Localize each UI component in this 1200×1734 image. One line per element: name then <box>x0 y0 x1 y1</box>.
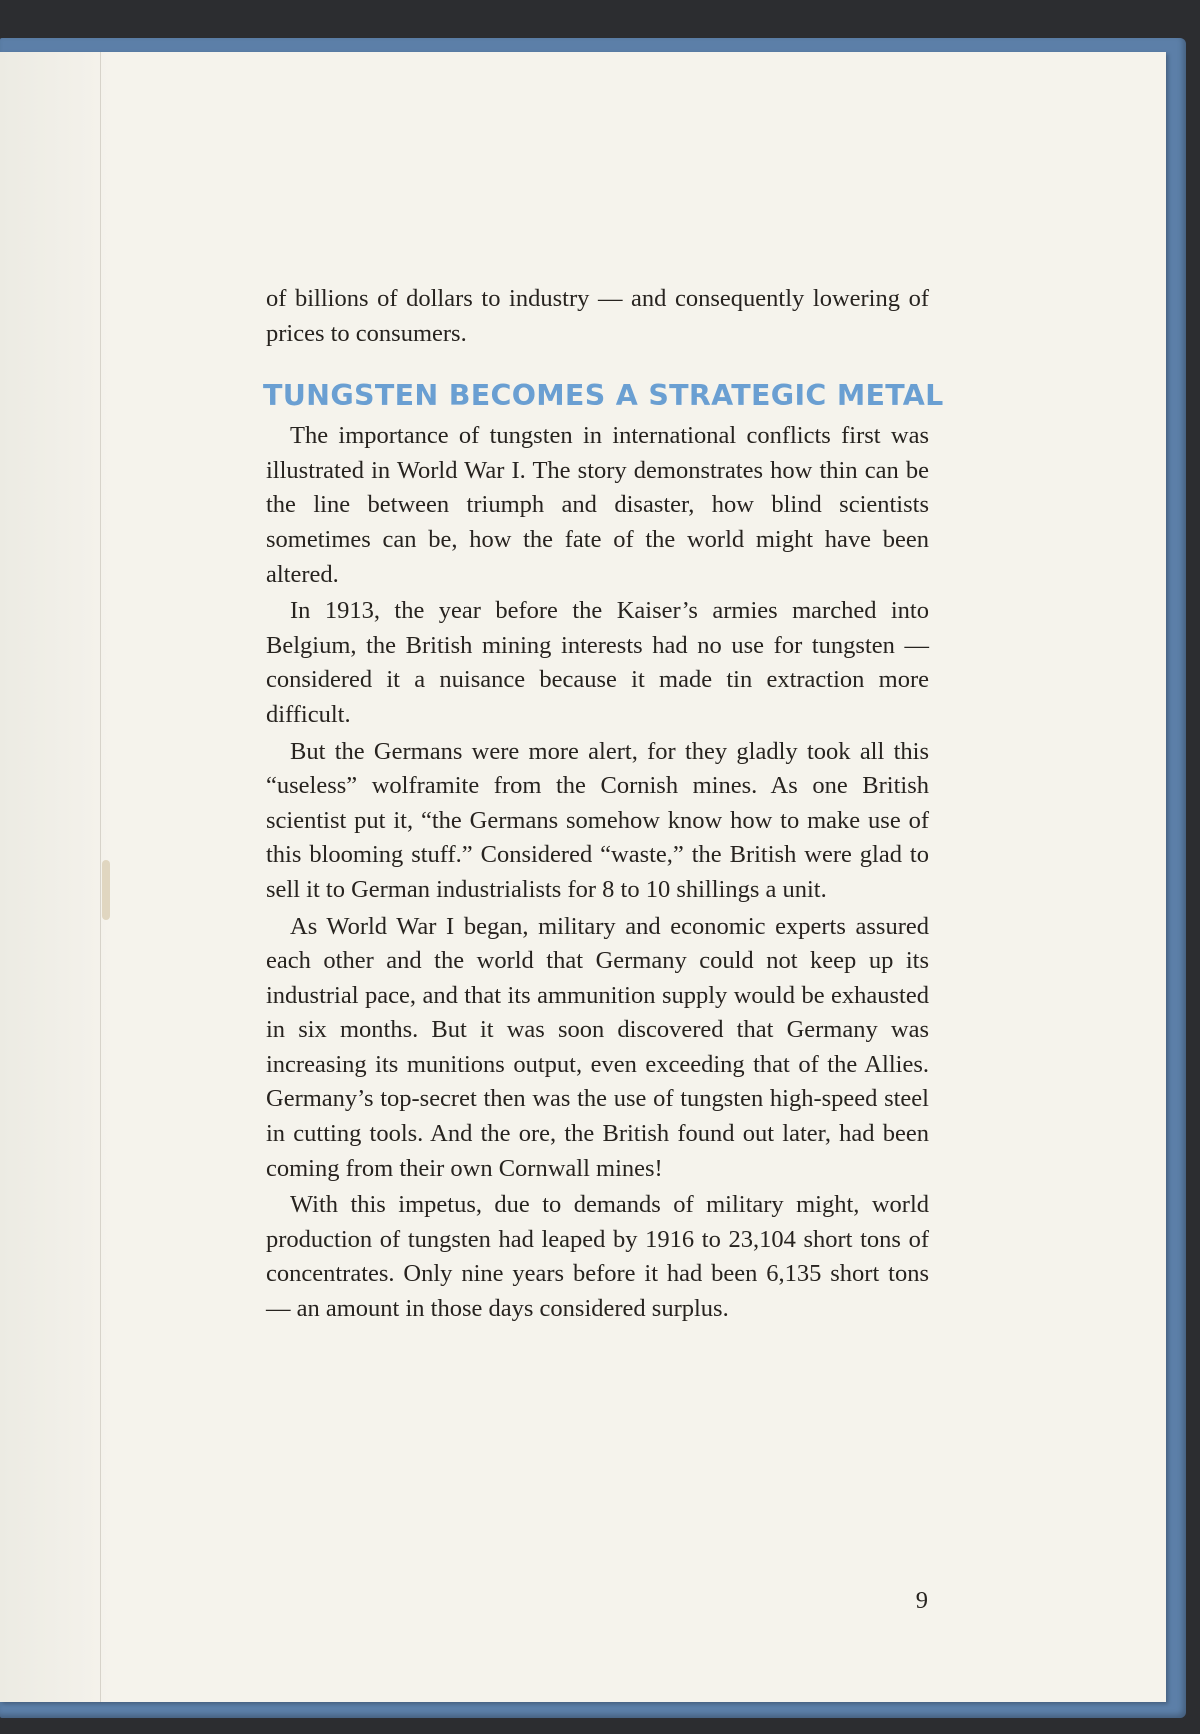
section-heading: TUNGSTEN BECOMES A STRATEGIC METAL <box>263 379 944 413</box>
gutter-fold-line <box>100 52 101 1702</box>
page-number: 9 <box>915 1587 928 1614</box>
body-paragraph-2: In 1913, the year before the Kaiser’s armies marched into Belgium, the British mining interests had no use for tungsten — considered it a nuisance because it made tin extraction more difficult. <box>266 597 929 728</box>
body-paragraph-4: As World War I began, military and economic experts assured each other and the world that Germany could not keep up its industrial pace, and that its ammunition supply would be exhausted in six months. But it was soon discovered that Germany was increasing its munitions output, even exceeding that of the Allies. Germany’s top-secret then was the use of tungsten high-speed steel in cutting tools. And the ore, the British found out later, had been coming from their own Cornwall mines! <box>266 912 929 1182</box>
paper-stain <box>102 860 110 920</box>
page-body <box>263 282 944 1327</box>
page-gutter <box>0 52 110 1702</box>
body-paragraph-3: But the Germans were more alert, for they gladly took all this “useless” wolframite from the Cornish mines. As one British scientist put it, “the Germans somehow know how to make use of this blooming stuff.” Considered “waste,” the British were glad to sell it to German industrialists for 8 to 10 shillings a unit. <box>266 737 929 903</box>
body-paragraph-5: With this impetus, due to demands of military might, world production of tungsten had leaped by 1916 to 23,104 short tons of concentrates. Only nine years before it had been 6,135 short tons — an amount in those days considered surplus. <box>266 1191 929 1323</box>
lead-paragraph: of billions of dollars to industry — and consequently lowering of prices to consumers. <box>266 285 929 347</box>
body-paragraph-1: The importance of tungsten in international conflicts first was illustrated in World War I. The story demonstrates how thin can be the line between triumph and disaster, how blind scientists sometimes can be, how the fate of the world might have been altered. <box>266 422 929 588</box>
